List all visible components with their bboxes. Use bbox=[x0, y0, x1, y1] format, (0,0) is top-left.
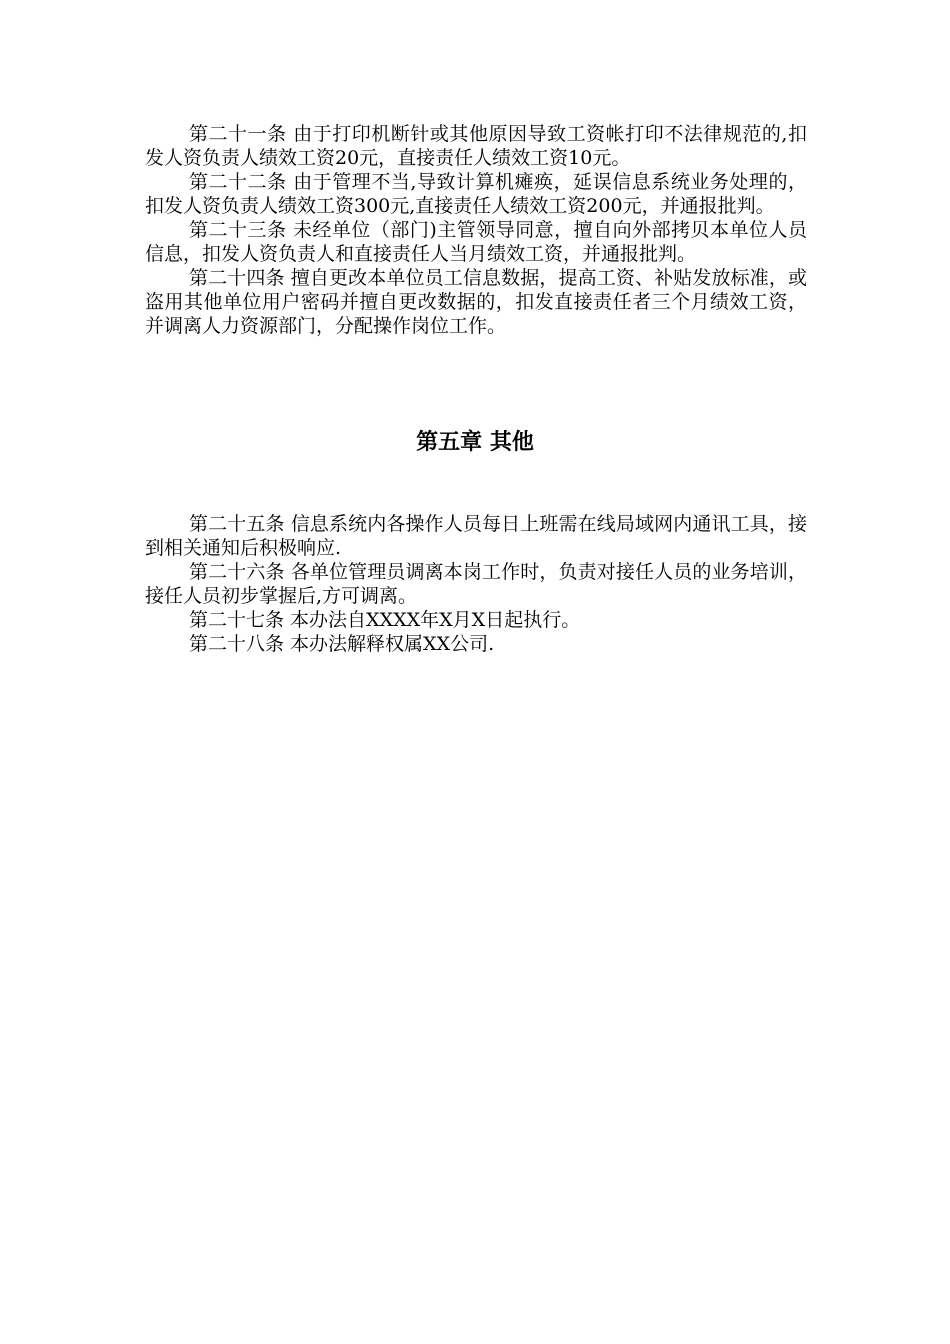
article-23: 第二十三条 未经单位（部门)主管领导同意，擅自向外部拷贝本单位人员信息，扣发人资负责人和直接责任人当月绩效工资，并通报批判。 bbox=[145, 219, 807, 265]
article-26: 第二十六条 各单位管理员调离本岗工作时，负责对接任人员的业务培训，接任人员初步掌握后,方可调离。 bbox=[145, 561, 807, 607]
article-27: 第二十七条 本办法自XXXX年X月X日起执行。 bbox=[189, 609, 581, 631]
article-25: 第二十五条 信息系统内各操作人员每日上班需在线局域网内通讯工具，接到相关通知后积极响应. bbox=[145, 513, 807, 559]
article-22: 第二十二条 由于管理不当,导致计算机瘫痪，延误信息系统业务处理的，扣发人资负责人绩效工资300元,直接责任人绩效工资200元，并通报批判。 bbox=[145, 171, 807, 217]
article-group-2 bbox=[145, 512, 807, 656]
article-28: 第二十八条 本办法解释权属XX公司. bbox=[189, 633, 495, 655]
article-24: 第二十四条 擅自更改本单位员工信息数据，提高工资、补贴发放标准，或盗用其他单位用户密码并擅自更改数据的，扣发直接责任者三个月绩效工资，并调离人力资源部门，分配操作岗位工作。 bbox=[145, 267, 807, 337]
article-21: 第二十一条 由于打印机断针或其他原因导致工资帐打印不法律规范的,扣发人资负责人绩效工资20元，直接责任人绩效工资10元。 bbox=[145, 123, 807, 169]
chapter-title: 第五章 其他 bbox=[416, 430, 534, 455]
article-group-1 bbox=[145, 122, 807, 338]
